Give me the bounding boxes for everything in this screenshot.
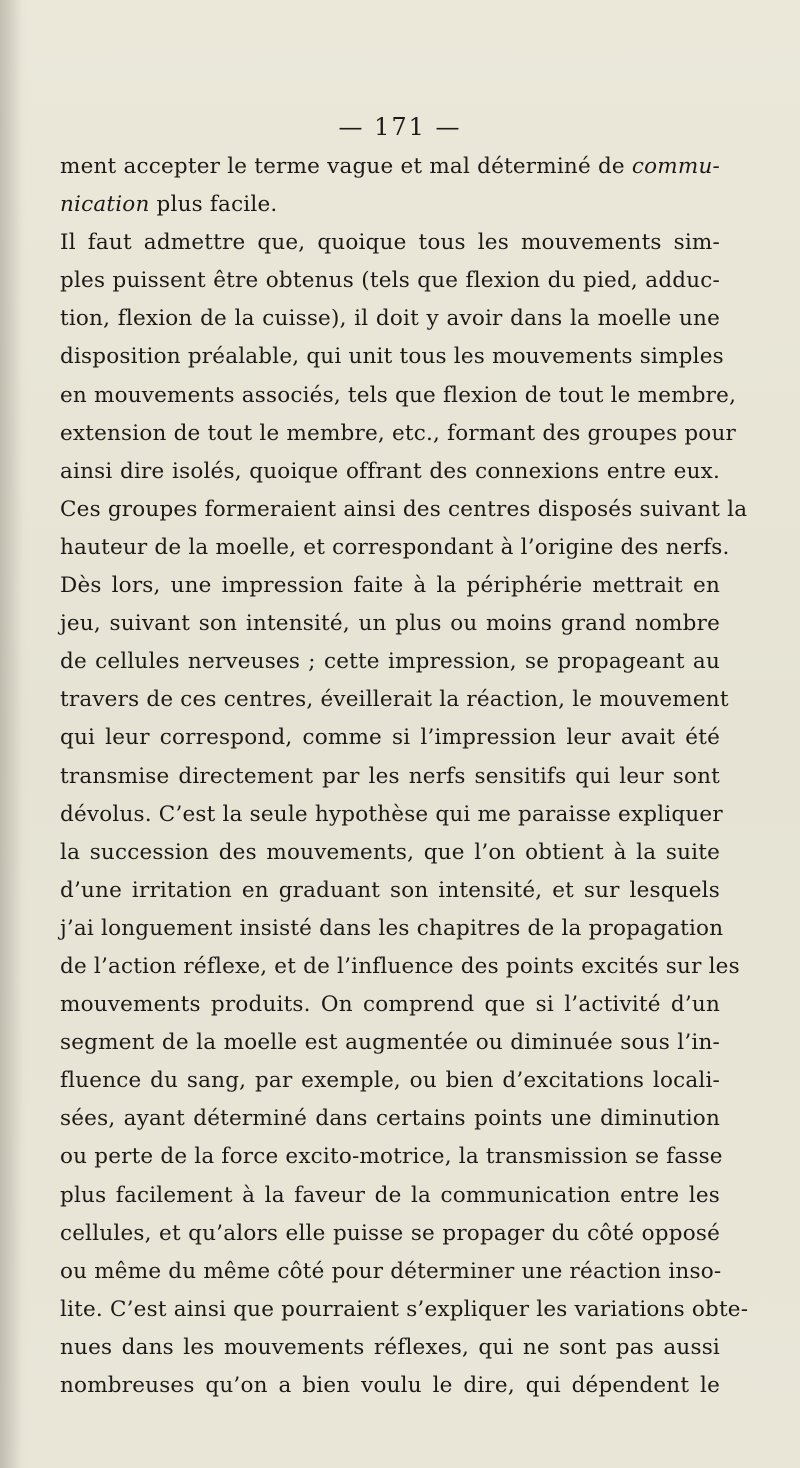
text-line: segment de la moelle est augmentée ou diminuée sous l’in- bbox=[60, 1030, 720, 1056]
text-line: nues dans les mouvements réflexes, qui ne sont pas aussi bbox=[60, 1334, 720, 1360]
text-line: jeu, suivant son intensité, un plus ou moins grand nombre bbox=[60, 611, 720, 637]
text-line: la succession des mouvements, que l’on obtient à la suite bbox=[60, 839, 720, 865]
italic-term: commu- bbox=[631, 154, 720, 179]
text-line: qui leur correspond, comme si l’impression leur avait été bbox=[60, 725, 720, 751]
text-line: Dès lors, une impression faite à la périphérie mettrait en bbox=[60, 573, 720, 599]
text-line: Il faut admettre que, quoique tous les mouvements sim- bbox=[60, 230, 720, 256]
text-line: en mouvements associés, tels que flexion de tout le membre, bbox=[60, 382, 737, 408]
text-line bbox=[60, 148, 720, 186]
text-segment: plus facile. bbox=[149, 192, 278, 218]
text-line: transmise directement par les nerfs sensitifs qui leur sont bbox=[60, 763, 720, 789]
text-line: de l’action réflexe, et de l’influence des points excités sur les bbox=[60, 953, 740, 979]
text-line: disposition préalable, qui unit tous les mouvements simples bbox=[60, 344, 724, 370]
text-line: j’ai longuement insisté dans les chapitres de la propagation bbox=[60, 915, 724, 941]
text-line: fluence du sang, par exemple, ou bien d’excitations locali- bbox=[60, 1068, 720, 1094]
body-text bbox=[60, 148, 749, 1405]
text-line: mouvements produits. On comprend que si l’activité d’un bbox=[60, 992, 720, 1018]
text-line: tion, flexion de la cuisse), il doit y avoir dans la moelle une bbox=[60, 306, 720, 332]
page-number: — 171 — bbox=[338, 113, 462, 141]
text-line: sées, ayant déterminé dans certains points une diminution bbox=[60, 1106, 720, 1132]
text-line: cellules, et qu’alors elle puisse se propager du côté opposé bbox=[60, 1220, 720, 1246]
text-line: dévolus. C’est la seule hypothèse qui me paraisse expliquer bbox=[60, 801, 723, 827]
text-line: hauteur de la moelle, et correspondant à l’origine des nerfs. bbox=[60, 534, 730, 560]
text-line: extension de tout le membre, etc., formant des groupes pour bbox=[60, 420, 736, 446]
text-line: nombreuses qu’on a bien voulu le dire, qui dépendent le bbox=[60, 1373, 720, 1398]
italic-term: nication bbox=[60, 192, 150, 218]
text-line: travers de ces centres, éveillerait la réaction, le mouvement bbox=[60, 687, 729, 713]
text-line: de cellules nerveuses ; cette impression, se propageant au bbox=[60, 649, 720, 675]
text-line: lite. C’est ainsi que pourraient s’expliquer les variations obte- bbox=[60, 1296, 749, 1322]
text-segment: ment accepter le terme vague et mal déterminé de bbox=[60, 154, 632, 179]
text-line: Ces groupes formeraient ainsi des centres disposés suivant la bbox=[60, 496, 748, 522]
page-edge-shadow bbox=[0, 0, 22, 1468]
text-line bbox=[60, 186, 720, 224]
text-line: plus facilement à la faveur de la communication entre les bbox=[60, 1182, 720, 1208]
text-line: ou perte de la force excito-motrice, la transmission se fasse bbox=[60, 1144, 723, 1170]
text-line: ples puissent être obtenus (tels que flexion du pied, adduc- bbox=[60, 268, 720, 294]
text-line: d’une irritation en graduant son intensité, et sur lesquels bbox=[60, 877, 720, 903]
text-line: ainsi dire isolés, quoique offrant des connexions entre eux. bbox=[60, 458, 720, 484]
text-line: ou même du même côté pour déterminer une réaction inso- bbox=[60, 1258, 722, 1284]
